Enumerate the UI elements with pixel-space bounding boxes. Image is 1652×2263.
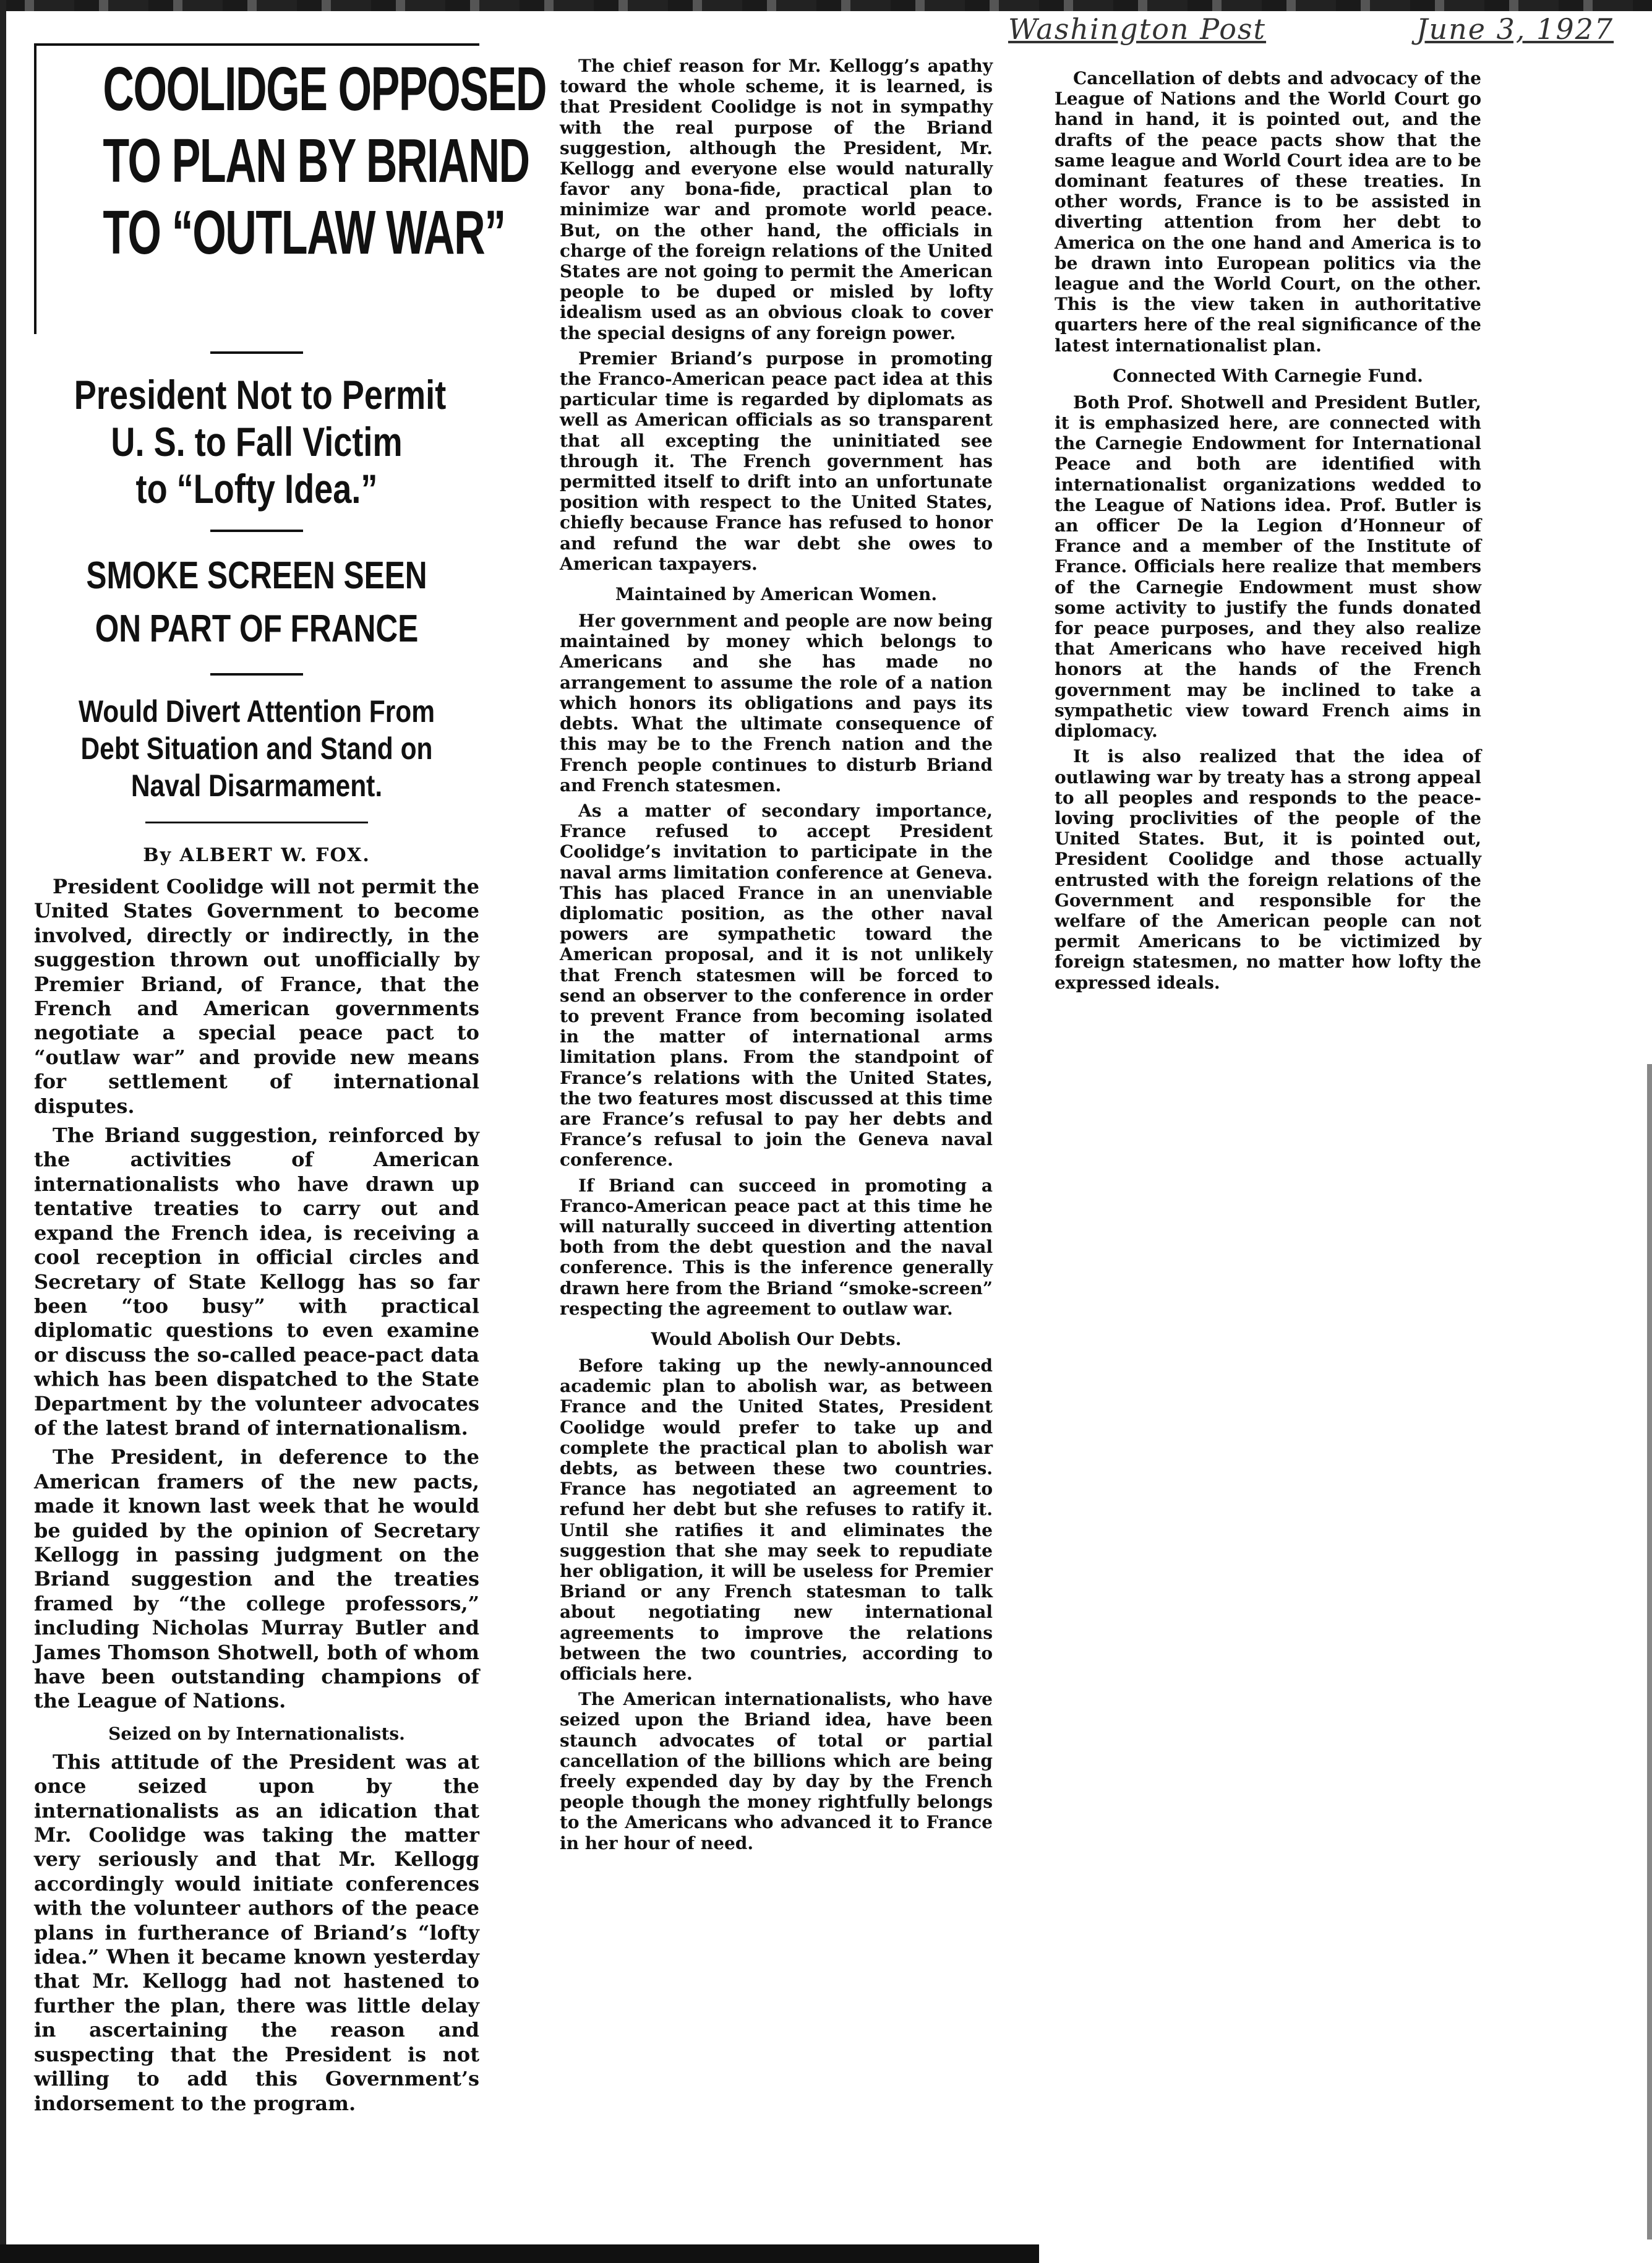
deck-2 xyxy=(34,549,479,656)
paragraph: President Coolidge will not permit the United States Government to become involved, directly or indirectly, in the suggestion thrown out unofficially by Premier Briand, of France, that the French and American governments negotiate a special peace pact to “outlaw war” and provide new means for settlement of international disputes. xyxy=(34,875,479,1118)
paragraph: The American internationalists, who have seized upon the Briand idea, have been staunch advocates of total or partial cancellation of the billions which are being freely expended day by day by the French people though the money rightfully belongs to the Americans who advanced it to France in her hour of need. xyxy=(560,1689,993,1853)
deck-line: U. S. to Fall Victim xyxy=(111,419,403,465)
subheading: Would Abolish Our Debts. xyxy=(651,1328,902,1349)
handwritten-date: June 3, 1927 xyxy=(1416,12,1614,46)
deck-line: Naval Disarmament. xyxy=(131,768,383,803)
main-headline xyxy=(34,43,547,334)
paragraph: Her government and people are now being maintained by money which belongs to Americans and she has made no arrangement to assume the role of a nation which honors its obligations and pays its debts. What the ultimate consequence of this may be to the French nation and the French people continues to disturb Briand and French statesmen. xyxy=(560,611,993,796)
main-headline-line: COOLIDGE OPPOSED xyxy=(103,54,547,124)
divider xyxy=(210,673,303,676)
divider xyxy=(210,530,303,532)
subheading: Maintained by American Women. xyxy=(615,584,938,605)
deck-line: to “Lofty Idea.” xyxy=(135,466,378,512)
scan-bottom-edge xyxy=(0,2244,1039,2263)
scan-top-edge xyxy=(0,0,1652,11)
deck-line: SMOKE SCREEN SEEN xyxy=(86,554,427,597)
paragraph: Before taking up the newly-announced academic plan to abolish war, as between France and the United States, President Coolidge would prefer to take up and complete the practical plan to abolish war debts, as between these two countries. France has negotiated an agreement to refund her debt but she refuses to ratify it. Until she ratifies it and eliminates the suggestion that she may seek to repudiate her obligation, it will be useless for Premier Briand or any French statesman to talk about negotiating new international agreements to improve the relations between the two countries, according to officials here. xyxy=(560,1355,993,1685)
subheading: Connected With Carnegie Fund. xyxy=(1113,365,1423,386)
paragraph: The President, in deference to the American framers of the new pacts, made it known last week that he would be guided by the opinion of Secretary Kellogg in passing judgment on the Briand suggestion and the treaties framed by “the college professors,” including Nicholas Murray Butler and James Thomson Shotwell, both of whom have been outstanding champions of the League of Nations. xyxy=(34,1445,479,1713)
deck-line: Debt Situation and Stand on xyxy=(80,731,433,766)
paragraph: The Briand suggestion, reinforced by the activities of American internationalists who have drawn up tentative treaties to carry out and expand the French idea, is receiving a cool reception in official circles and Secretary of State Kellogg has so far been “too busy” with practical diplomatic questions to even examine or discuss the so-called peace-pact data which has been dispatched to the State Department by the volunteer advocates of the latest brand of internationalism. xyxy=(34,1123,479,1440)
paragraph: The chief reason for Mr. Kellogg’s apathy toward the whole scheme, it is learned, is that President Coolidge is not in sympathy with the real purpose of the Briand suggestion, although the President, Mr. Kellogg and everyone else would naturally favor any bona-fide, practical plan to minimize war and promote world peace. But, on the other hand, the officials in charge of the foreign relations of the United States are not going to permit the American people to be duped or misled by lofty idealism used as an obvious cloak to cover the special designs of any foreign power. xyxy=(560,56,993,343)
divider xyxy=(145,822,368,823)
deck-3 xyxy=(34,693,479,804)
deck-line: ON PART OF FRANCE xyxy=(95,608,419,650)
main-headline-line: TO PLAN BY BRIAND xyxy=(103,126,529,195)
paragraph: It is also realized that the idea of outlawing war by treaty has a strong appeal to all peoples and responds to the peace-loving proclivities of the people of the United States. But, it is pointed out, President Coolidge and those actually entrusted with the foreign relations of the Government and responsible for the welfare of the American people can not permit Americans to be victimized by foreign statesmen, no matter how lofty the expressed ideals. xyxy=(1055,746,1481,993)
paragraph: As a matter of secondary importance, France refused to accept President Coolidge’s invitation to participate in the naval arms limitation conference at Geneva. This has placed France in an unenviable diplomatic position, as the other naval powers are sympathetic toward the American proposal, and it is not unlikely that French statesmen will be forced to send an observer to the conference in order to prevent France from becoming isolated in the matter of international arms limitation plans. From the standpoint of France’s relations with the United States, the two features most discussed at this time are France’s refusal to pay her debts and France’s refusal to join the Geneva naval conference. xyxy=(560,800,993,1170)
column-2 xyxy=(560,56,993,1858)
deck-1 xyxy=(34,371,479,512)
deck-line: President Not to Permit xyxy=(74,372,447,418)
paragraph: Both Prof. Shotwell and President Butler, it is emphasized here, are connected with the Carnegie Endowment for International Peace and both are identified with internationalist organizations wedded to the League of Nations idea. Prof. Butler is an officer De la Legion d’Honneur of France and a member of the Institute of France. Officials here realize that members of the Carnegie Endowment must show some activity to justify the funds donated for peace purposes, and they also realize that Americans who have received high honors at the hands of the French government may be inclined to take a sympathetic view toward French aims in diplomacy. xyxy=(1055,392,1481,742)
paragraph: Premier Briand’s purpose in promoting the Franco-American peace pact idea at this particular time is regarded by diplomats as well as American officials as so transparent that all excepting the uninitiated see through it. The French government has permitted itself to drift into an unfortunate position with respect to the United States, chiefly because France has refused to honor and refund the war debt she owes to American taxpayers. xyxy=(560,348,993,574)
column-1 xyxy=(34,43,547,2121)
main-headline-line: TO “OUTLAW WAR” xyxy=(103,198,505,267)
scan-right-edge xyxy=(1647,1064,1652,2239)
divider xyxy=(210,351,303,354)
column-3 xyxy=(1055,68,1481,998)
deck-line: Would Divert Attention From xyxy=(78,694,435,729)
handwritten-source: Washington Post xyxy=(1008,12,1267,46)
subheading: Seized on by Internationalists. xyxy=(108,1723,405,1744)
scan-left-edge xyxy=(0,0,6,2263)
paragraph: Cancellation of debts and advocacy of the League of Nations and the World Court go hand in hand, it is pointed out, and the drafts of the peace pacts show that the same league and World Court idea are to be dominant features of these treaties. In other words, France is to be assisted in diverting attention from her debt to America on the one hand and America is to be drawn into European politics via the league and the World Court, on the other. This is the view taken in authoritative quarters here of the real significance of the latest internationalist plan. xyxy=(1055,68,1481,356)
byline: By ALBERT W. FOX. xyxy=(143,844,370,866)
paragraph: This attitude of the President was at once seized upon by the internationalists as an idication that Mr. Coolidge was taking the matter very seriously and that Mr. Kellogg accordingly would initiate conferences with the volunteer authors of the peace plans in furtherance of Briand’s “lofty idea.” When it became known yesterday that Mr. Kellogg had not hastened to further the plan, there was little delay in ascertaining the reason and suspecting that the President is not willing to add this Government’s indorsement to the program. xyxy=(34,1750,479,2115)
paragraph: If Briand can succeed in promoting a Franco-American peace pact at this time he will naturally succeed in diverting attention both from the debt question and the naval conference. This is the inference generally drawn here from the Briand “smoke-screen” respecting the agreement to outlaw war. xyxy=(560,1175,993,1319)
